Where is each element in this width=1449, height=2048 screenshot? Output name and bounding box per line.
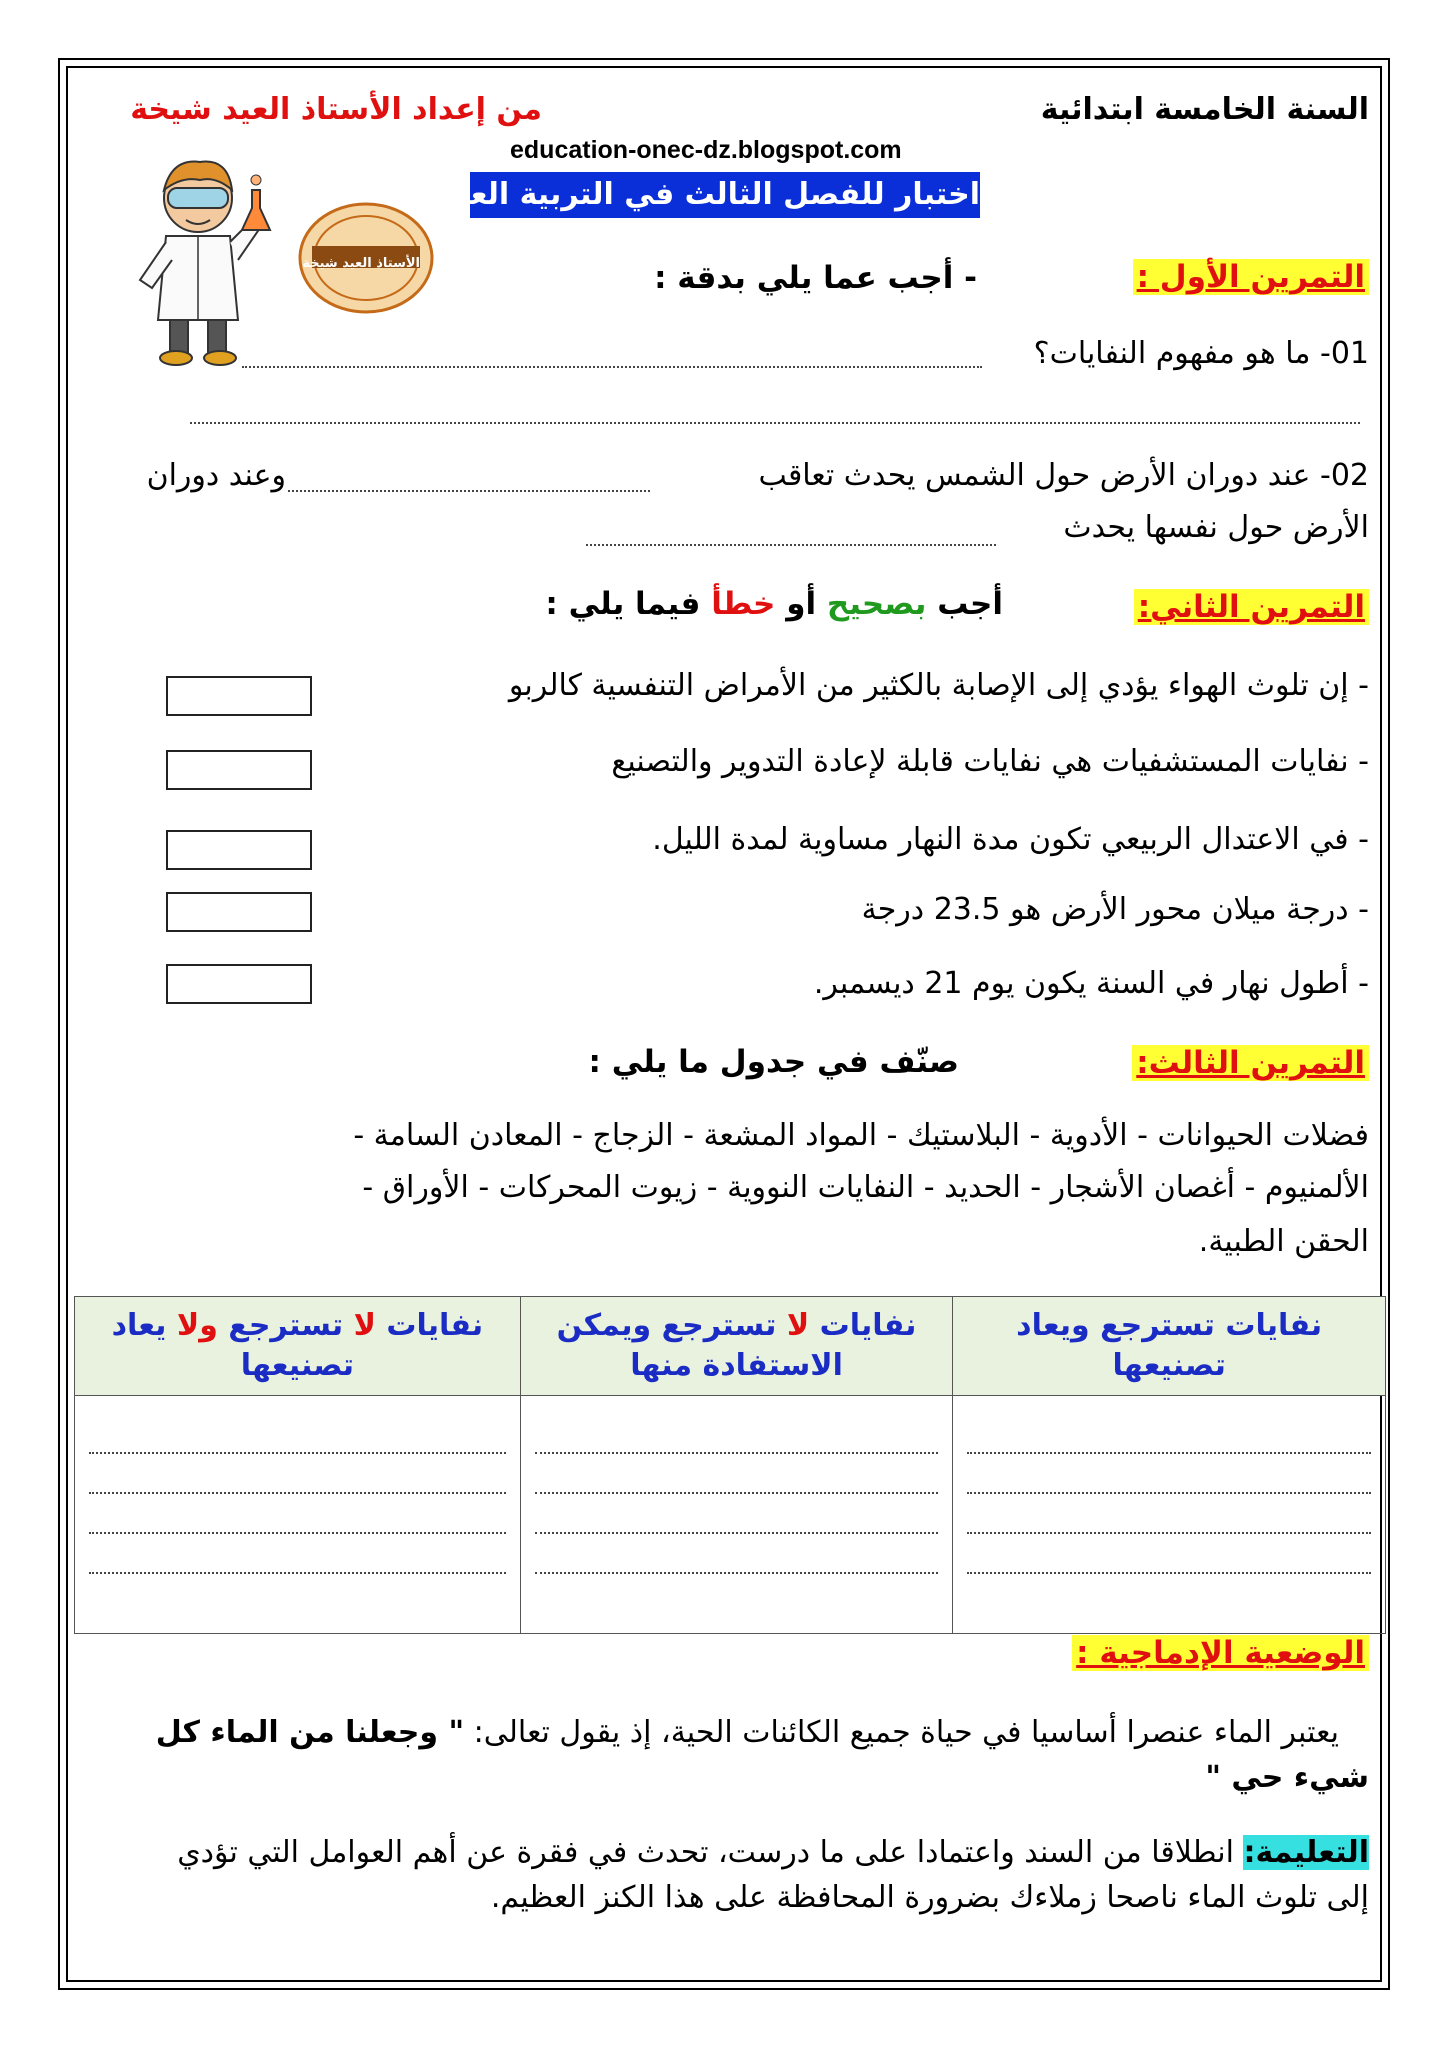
instruction-paragraph	[139, 1830, 1369, 1920]
answer-cell-non-recyclable-usable[interactable]	[520, 1396, 953, 1634]
answer-line-02a[interactable]	[288, 490, 650, 492]
column-header-non-recyclable-usable	[520, 1297, 953, 1396]
tf-answer-box-1[interactable]	[166, 676, 312, 716]
exercise3-title	[1132, 1044, 1369, 1083]
instruction-label: التعليمة:	[1243, 1835, 1369, 1870]
cell-line[interactable]	[535, 1534, 939, 1574]
question-01: 01- ما هو مفهوم النفايات؟	[1033, 336, 1369, 371]
answer-cell-non-recyclable[interactable]	[75, 1396, 521, 1634]
answer-line-01a[interactable]	[242, 366, 982, 368]
col2-la: لا	[786, 1307, 810, 1343]
tf-answer-box-4[interactable]	[166, 892, 312, 932]
exercise1-title	[1133, 258, 1369, 297]
question-02-line1: 02- عند دوران الأرض حول الشمس يحدث تعاقب	[758, 458, 1369, 493]
tf-statement-5: - أطول نهار في السنة يكون يوم 21 ديسمبر.	[813, 966, 1369, 1001]
question-02-line2: الأرض حول نفسها يحدث	[1063, 510, 1369, 545]
integration-text	[139, 1710, 1369, 1800]
exercise1-instruction: - أجب عما يلي بدقة :	[654, 260, 977, 296]
instruction-start: أجب	[926, 586, 1003, 622]
items-line-1: فضلات الحيوانات - الأدوية - البلاستيك - المواد المشعة - الزجاج - المعادن السامة -	[353, 1118, 1369, 1153]
integration-title-text: الوضعية الإدماجية :	[1072, 1635, 1369, 1671]
col3-part-a: نفايات	[375, 1307, 484, 1343]
integration-title	[1072, 1634, 1369, 1673]
cell-line[interactable]	[967, 1534, 1371, 1574]
col3-part-b: تسترجع	[217, 1307, 354, 1343]
stamp-label: الأستاذ العيد شيخة	[302, 256, 420, 271]
exercise3-title-text: التمرين الثالث:	[1132, 1045, 1369, 1081]
answer-line-01b[interactable]	[190, 422, 1360, 424]
scientist-illustration	[120, 150, 280, 370]
column-header-recyclable: نفايات تسترجع ويعاد تصنيعها	[953, 1297, 1386, 1396]
col3-la: لا	[353, 1307, 376, 1343]
tf-answer-box-2[interactable]	[166, 750, 312, 790]
school-year: السنة الخامسة ابتدائية	[1040, 92, 1369, 127]
cell-line[interactable]	[535, 1414, 939, 1454]
cell-line[interactable]	[89, 1414, 506, 1454]
correct-word: بصحيح	[826, 586, 927, 622]
col2-part-b: تسترجع ويمكن الاستفادة منها	[556, 1307, 843, 1383]
instruction-text: انطلاقا من السند واعتمادا على ما درست، تحدث في فقرة عن أهم العوامل التي تؤدي إلى تلوث الماء ناصحا زملاءك بضرورة المحافظة على هذا الكنز العظيم.	[177, 1835, 1369, 1915]
instruction-end: فيما يلي :	[545, 586, 712, 622]
cell-line[interactable]	[89, 1454, 506, 1494]
answer-cell-recyclable[interactable]	[953, 1396, 1386, 1634]
exercise2-title	[1134, 588, 1369, 627]
cell-line[interactable]	[535, 1454, 939, 1494]
tf-statement-3: - في الاعتدال الربيعي تكون مدة النهار مساوية لمدة الليل.	[652, 822, 1369, 857]
integration-quote: " وجعلنا من الماء كل شيء حي "	[155, 1715, 1369, 1795]
tf-statement-2: - نفايات المستشفيات هي نفايات قابلة لإعادة التدوير والتصنيع	[611, 744, 1369, 779]
integration-text-start: يعتبر الماء عنصرا أساسيا في حياة جميع الكائنات الحية، إذ يقول تعالى:	[464, 1715, 1339, 1750]
or-word: أو	[775, 586, 827, 622]
author-credit: من إعداد الأستاذ العيد شيخة	[130, 92, 542, 127]
wrong-word: خطأ	[711, 586, 776, 622]
col2-part-a: نفايات	[809, 1307, 917, 1343]
items-line-2: الألمنيوم - أغصان الأشجار - الحديد - النفايات النووية - زيوت المحركات - الأوراق -	[362, 1170, 1369, 1205]
col3-part-c: يعاد تصنيعها	[111, 1307, 355, 1383]
cell-line[interactable]	[967, 1494, 1371, 1534]
cell-line[interactable]	[535, 1494, 939, 1534]
column-header-non-recyclable	[75, 1297, 521, 1396]
exercise2-instruction	[545, 586, 1003, 622]
tf-answer-box-5[interactable]	[166, 964, 312, 1004]
classification-table	[74, 1296, 1386, 1634]
blog-url: education-onec-dz.blogspot.com	[510, 136, 902, 164]
tf-statement-1: - إن تلوث الهواء يؤدي إلى الإصابة بالكثير من الأمراض التنفسية كالربو	[508, 668, 1369, 703]
items-line-3: الحقن الطبية.	[1198, 1224, 1369, 1259]
question-02-tail: وعند دوران	[146, 458, 286, 493]
col3-wala: ولا	[176, 1307, 218, 1343]
cell-line[interactable]	[89, 1534, 506, 1574]
exam-title: اختبار للفصل الثالث في التربية العلمية	[470, 172, 980, 218]
answer-line-02b[interactable]	[586, 544, 996, 546]
cell-line[interactable]	[89, 1494, 506, 1534]
exercise2-title-text: التمرين الثاني:	[1134, 589, 1369, 625]
exercise1-title-text: التمرين الأول :	[1133, 259, 1369, 295]
exercise3-instruction: صنّف في جدول ما يلي :	[588, 1044, 959, 1080]
cell-line[interactable]	[967, 1454, 1371, 1494]
cell-line[interactable]	[967, 1414, 1371, 1454]
tf-answer-box-3[interactable]	[166, 830, 312, 870]
tf-statement-4: - درجة ميلان محور الأرض هو 23.5 درجة	[861, 892, 1369, 927]
